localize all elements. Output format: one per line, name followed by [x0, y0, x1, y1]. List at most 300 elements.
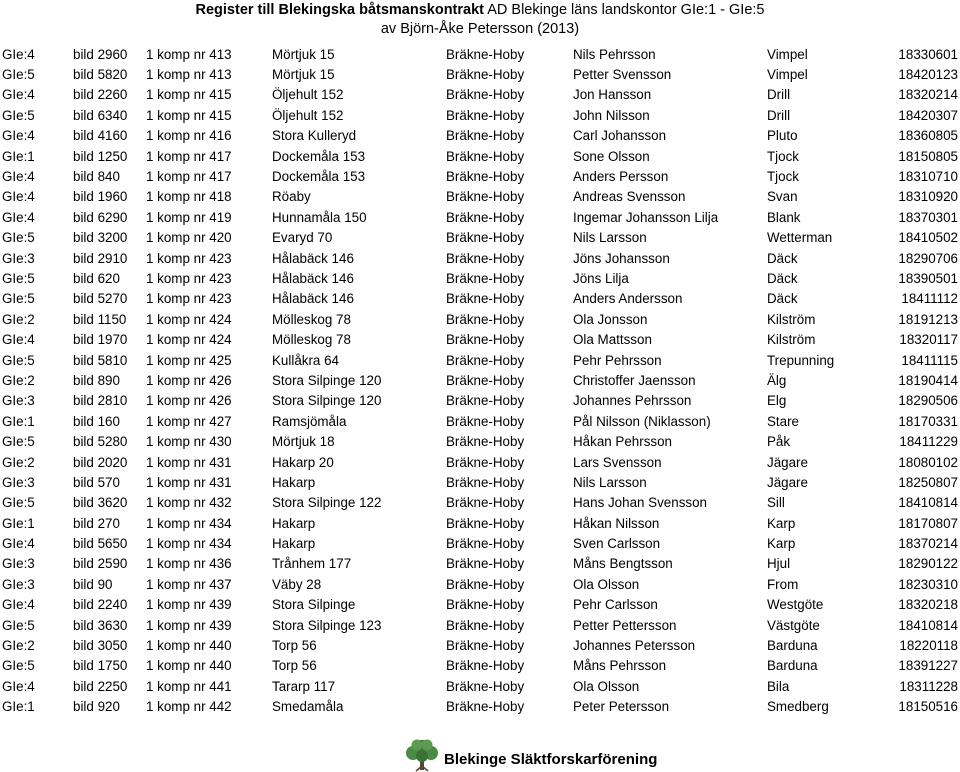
cell-parish: Bräkne-Hoby — [446, 107, 525, 123]
cell-sailor-surname: Hjul — [767, 556, 791, 572]
table-row — [0, 166, 960, 186]
cell-sailor-surname: Karp — [767, 536, 796, 552]
table-row — [0, 554, 960, 574]
cell-image: bild 270 — [73, 515, 120, 531]
cell-homestead: Mörtjuk 15 — [272, 67, 335, 83]
cell-homestead: Evaryd 70 — [272, 230, 333, 246]
cell-parish: Bräkne-Hoby — [446, 536, 525, 552]
table-row — [0, 126, 960, 146]
org-name: Blekinge Släktforskarförening — [444, 750, 658, 768]
cell-homestead: Torp 56 — [272, 658, 317, 674]
cell-parish: Bräkne-Hoby — [446, 617, 525, 633]
cell-sailor-name: Petter Pettersson — [573, 617, 677, 633]
cell-sailor-surname: Däck — [767, 250, 798, 266]
cell-homestead: Stora Silpinge 123 — [272, 617, 382, 633]
cell-sailor-name: Nils Larsson — [573, 474, 647, 490]
page-title — [0, 0, 960, 20]
cell-company: 1 komp nr 426 — [146, 372, 232, 388]
cell-archive: GIe:1 — [2, 148, 35, 164]
cell-image: bild 2960 — [73, 46, 128, 62]
cell-parish: Bräkne-Hoby — [446, 495, 525, 511]
cell-parish: Bräkne-Hoby — [446, 291, 525, 307]
cell-sailor-name: Lars Svensson — [573, 454, 662, 470]
cell-sailor-surname: Blank — [767, 209, 801, 225]
cell-archive: GIe:5 — [2, 434, 35, 450]
cell-parish: Bräkne-Hoby — [446, 169, 525, 185]
cell-company: 1 komp nr 441 — [146, 678, 232, 694]
cell-date: 18320117 — [899, 332, 958, 348]
cell-company: 1 komp nr 417 — [146, 148, 232, 164]
cell-archive: GIe:4 — [2, 87, 35, 103]
cell-sailor-name: Petter Svensson — [573, 67, 672, 83]
cell-date: 18320214 — [898, 87, 958, 103]
table-row — [0, 228, 960, 248]
cell-homestead: Stora Silpinge 120 — [272, 393, 382, 409]
cell-homestead: Tararp 117 — [272, 678, 336, 694]
cell-homestead: Öljehult 152 — [272, 107, 344, 123]
cell-date: 18370301 — [898, 209, 958, 225]
cell-image: bild 570 — [73, 474, 120, 490]
cell-sailor-surname: Älg — [767, 372, 787, 388]
cell-date: 18190414 — [898, 372, 958, 388]
cell-sailor-name: Pehr Pehrsson — [573, 352, 662, 368]
cell-date: 18410502 — [898, 230, 958, 246]
cell-parish: Bräkne-Hoby — [446, 230, 525, 246]
cell-sailor-name: Ola Olsson — [573, 576, 640, 592]
cell-homestead: Mörtjuk 18 — [272, 434, 335, 450]
cell-homestead: Mölleskog 78 — [272, 332, 351, 348]
cell-image: bild 5650 — [73, 536, 128, 552]
table-row — [0, 146, 960, 166]
cell-sailor-name: Sven Carlsson — [573, 536, 661, 552]
cell-date: 18410814 — [898, 617, 958, 633]
table-row — [0, 64, 960, 84]
cell-archive: GIe:1 — [2, 699, 35, 715]
cell-parish: Bräkne-Hoby — [446, 454, 525, 470]
cell-sailor-surname: Däck — [767, 291, 798, 307]
cell-image: bild 6340 — [73, 107, 128, 123]
cell-sailor-surname: Smedberg — [767, 699, 829, 715]
cell-parish: Bräkne-Hoby — [446, 270, 525, 286]
cell-image: bild 920 — [73, 699, 120, 715]
cell-date: 18411115 — [901, 352, 958, 368]
cell-sailor-surname: Vimpel — [767, 67, 808, 83]
cell-sailor-name: Anders Persson — [573, 169, 669, 185]
cell-company: 1 komp nr 423 — [146, 250, 232, 266]
cell-sailor-surname: Kilström — [767, 311, 816, 327]
cell-parish: Bräkne-Hoby — [446, 209, 525, 225]
table-row — [0, 493, 960, 513]
cell-sailor-surname: Vimpel — [767, 46, 808, 62]
table-row — [0, 248, 960, 268]
cell-sailor-surname: Kilström — [767, 332, 816, 348]
cell-image: bild 1960 — [73, 189, 128, 205]
cell-sailor-surname: Barduna — [767, 638, 818, 654]
cell-homestead: Trånhem 177 — [272, 556, 352, 572]
cell-date: 18310920 — [898, 189, 958, 205]
cell-date: 18311228 — [899, 678, 958, 694]
cell-homestead: Hålabäck 146 — [272, 291, 354, 307]
cell-date: 18310710 — [898, 169, 958, 185]
cell-sailor-surname: Drill — [767, 107, 791, 123]
cell-date: 18410814 — [898, 495, 958, 511]
cell-sailor-surname: Svan — [767, 189, 798, 205]
cell-parish: Bräkne-Hoby — [446, 474, 525, 490]
cell-date: 18150516 — [898, 699, 958, 715]
cell-date: 18290506 — [898, 393, 958, 409]
cell-date: 18411112 — [901, 291, 958, 307]
table-row — [0, 350, 960, 370]
cell-image: bild 5820 — [73, 67, 128, 83]
cell-image: bild 2240 — [73, 597, 128, 613]
table-row — [0, 289, 960, 309]
cell-company: 1 komp nr 440 — [146, 638, 232, 654]
cell-sailor-surname: Sill — [767, 495, 785, 511]
table-row — [0, 391, 960, 411]
table-row — [0, 452, 960, 472]
cell-company: 1 komp nr 440 — [146, 658, 232, 674]
cell-archive: GIe:3 — [2, 393, 35, 409]
cell-archive: GIe:5 — [2, 495, 35, 511]
cell-sailor-name: Nils Pehrsson — [573, 46, 656, 62]
cell-company: 1 komp nr 426 — [146, 393, 232, 409]
cell-image: bild 2260 — [73, 87, 128, 103]
cell-company: 1 komp nr 418 — [146, 189, 232, 205]
cell-sailor-name: Johannes Petersson — [573, 638, 696, 654]
cell-parish: Bräkne-Hoby — [446, 638, 525, 654]
cell-sailor-surname: Västgöte — [767, 617, 820, 633]
cell-sailor-surname: Karp — [767, 515, 796, 531]
cell-image: bild 90 — [73, 576, 113, 592]
cell-date: 18420307 — [898, 107, 958, 123]
cell-image: bild 1750 — [73, 658, 128, 674]
cell-sailor-name: Pål Nilsson (Niklasson) — [573, 413, 711, 429]
cell-company: 1 komp nr 424 — [146, 332, 232, 348]
footer — [404, 738, 657, 772]
cell-image: bild 2590 — [73, 556, 128, 572]
cell-company: 1 komp nr 442 — [146, 699, 232, 715]
cell-company: 1 komp nr 413 — [146, 46, 232, 62]
cell-company: 1 komp nr 424 — [146, 311, 232, 327]
cell-parish: Bräkne-Hoby — [446, 576, 525, 592]
cell-archive: GIe:3 — [2, 474, 35, 490]
cell-sailor-name: Jöns Lilja — [573, 270, 629, 286]
cell-image: bild 160 — [73, 413, 120, 429]
cell-image: bild 3630 — [73, 617, 128, 633]
cell-sailor-surname: Trepunning — [767, 352, 835, 368]
cell-homestead: Smedamåla — [272, 699, 344, 715]
cell-image: bild 1150 — [73, 311, 127, 327]
cell-image: bild 1250 — [73, 148, 128, 164]
cell-image: bild 2810 — [73, 393, 128, 409]
cell-date: 18250807 — [898, 474, 958, 490]
table-row — [0, 268, 960, 288]
table-row — [0, 472, 960, 492]
cell-archive: GIe:4 — [2, 678, 35, 694]
cell-parish: Bräkne-Hoby — [446, 87, 525, 103]
cell-parish: Bräkne-Hoby — [446, 67, 525, 83]
table-row — [0, 533, 960, 553]
cell-company: 1 komp nr 423 — [146, 270, 232, 286]
cell-parish: Bräkne-Hoby — [446, 699, 525, 715]
cell-company: 1 komp nr 420 — [146, 230, 232, 246]
cell-image: bild 6290 — [73, 209, 128, 225]
cell-parish: Bräkne-Hoby — [446, 189, 525, 205]
cell-homestead: Stora Kulleryd — [272, 128, 357, 144]
cell-archive: GIe:4 — [2, 536, 35, 552]
cell-sailor-surname: Jägare — [767, 454, 808, 470]
table-row — [0, 513, 960, 533]
cell-company: 1 komp nr 415 — [146, 87, 232, 103]
cell-company: 1 komp nr 439 — [146, 597, 232, 613]
table-row — [0, 697, 960, 717]
cell-sailor-name: Ola Mattsson — [573, 332, 652, 348]
tree-logo-icon — [404, 738, 440, 772]
cell-homestead: Dockemåla 153 — [272, 169, 366, 185]
cell-archive: GIe:5 — [2, 352, 35, 368]
cell-archive: GIe:5 — [2, 291, 35, 307]
cell-sailor-name: Håkan Pehrsson — [573, 434, 672, 450]
cell-homestead: Torp 56 — [272, 638, 317, 654]
cell-date: 18391227 — [898, 658, 958, 674]
cell-sailor-name: Måns Bengtsson — [573, 556, 673, 572]
cell-homestead: Väby 28 — [272, 576, 322, 592]
cell-parish: Bräkne-Hoby — [446, 148, 525, 164]
cell-company: 1 komp nr 434 — [146, 515, 232, 531]
cell-sailor-name: Jon Hansson — [573, 87, 652, 103]
cell-homestead: Mörtjuk 15 — [272, 46, 335, 62]
cell-parish: Bräkne-Hoby — [446, 46, 525, 62]
cell-archive: GIe:2 — [2, 311, 35, 327]
cell-archive: GIe:5 — [2, 230, 35, 246]
table-row — [0, 635, 960, 655]
cell-sailor-name: Andreas Svensson — [573, 189, 686, 205]
cell-image: bild 2020 — [73, 454, 128, 470]
cell-archive: GIe:5 — [2, 67, 35, 83]
cell-company: 1 komp nr 439 — [146, 617, 232, 633]
cell-homestead: Stora Silpinge — [272, 597, 356, 613]
cell-image: bild 890 — [73, 372, 120, 388]
cell-archive: GIe:3 — [2, 576, 35, 592]
table-row — [0, 187, 960, 207]
cell-parish: Bräkne-Hoby — [446, 311, 525, 327]
cell-parish: Bräkne-Hoby — [446, 128, 525, 144]
cell-date: 18170807 — [898, 515, 958, 531]
cell-archive: GIe:4 — [2, 332, 35, 348]
cell-date: 18150805 — [898, 148, 958, 164]
cell-company: 1 komp nr 425 — [146, 352, 232, 368]
cell-company: 1 komp nr 430 — [146, 434, 232, 450]
cell-company: 1 komp nr 437 — [146, 576, 232, 592]
cell-sailor-surname: Jägare — [767, 474, 808, 490]
cell-date: 18191213 — [898, 311, 958, 327]
table-row — [0, 370, 960, 390]
cell-sailor-surname: Påk — [767, 434, 791, 450]
table-row — [0, 615, 960, 635]
cell-archive: GIe:2 — [2, 454, 35, 470]
cell-company: 1 komp nr 416 — [146, 128, 232, 144]
cell-parish: Bräkne-Hoby — [446, 434, 525, 450]
table-row — [0, 105, 960, 125]
cell-sailor-surname: Bila — [767, 678, 790, 694]
cell-archive: GIe:4 — [2, 189, 35, 205]
cell-sailor-surname: Westgöte — [767, 597, 824, 613]
cell-image: bild 4160 — [73, 128, 128, 144]
cell-archive: GIe:4 — [2, 597, 35, 613]
cell-image: bild 3050 — [73, 638, 128, 654]
cell-archive: GIe:4 — [2, 169, 35, 185]
cell-date: 18420123 — [898, 67, 958, 83]
title-bold: Register till Blekingska båtsmanskontrakt — [195, 2, 484, 18]
cell-parish: Bräkne-Hoby — [446, 658, 525, 674]
cell-homestead: Hunnamåla 150 — [272, 209, 367, 225]
cell-date: 18411229 — [899, 434, 958, 450]
cell-archive: GIe:5 — [2, 107, 35, 123]
cell-image: bild 3200 — [73, 230, 128, 246]
cell-parish: Bräkne-Hoby — [446, 556, 525, 572]
cell-date: 18370214 — [898, 536, 958, 552]
cell-homestead: Röaby — [272, 189, 311, 205]
cell-parish: Bräkne-Hoby — [446, 678, 525, 694]
cell-sailor-name: Anders Andersson — [573, 291, 683, 307]
cell-company: 1 komp nr 427 — [146, 413, 232, 429]
cell-homestead: Hålabäck 146 — [272, 250, 354, 266]
cell-sailor-name: Jöns Johansson — [573, 250, 670, 266]
table-row — [0, 676, 960, 696]
cell-image: bild 5280 — [73, 434, 128, 450]
cell-sailor-name: John Nilsson — [573, 107, 650, 123]
cell-sailor-name: Hans Johan Svensson — [573, 495, 707, 511]
cell-homestead: Stora Silpinge 120 — [272, 372, 382, 388]
cell-image: bild 5810 — [73, 352, 128, 368]
cell-archive: GIe:3 — [2, 556, 35, 572]
cell-homestead: Hakarp — [272, 536, 316, 552]
cell-sailor-surname: Tjock — [767, 148, 799, 164]
table-row — [0, 44, 960, 64]
cell-parish: Bräkne-Hoby — [446, 372, 525, 388]
cell-homestead: Stora Silpinge 122 — [272, 495, 382, 511]
cell-homestead: Kullåkra 64 — [272, 352, 339, 368]
cell-archive: GIe:2 — [2, 372, 35, 388]
cell-sailor-name: Sone Olsson — [573, 148, 650, 164]
table-row — [0, 309, 960, 329]
cell-sailor-name: Carl Johansson — [573, 128, 667, 144]
cell-sailor-surname: Barduna — [767, 658, 818, 674]
cell-sailor-name: Christoffer Jaensson — [573, 372, 696, 388]
register-table — [0, 44, 960, 717]
cell-company: 1 komp nr 417 — [146, 169, 232, 185]
cell-archive: GIe:3 — [2, 250, 35, 266]
cell-parish: Bräkne-Hoby — [446, 250, 525, 266]
cell-archive: GIe:2 — [2, 638, 35, 654]
cell-homestead: Hakarp — [272, 515, 316, 531]
cell-homestead: Mölleskog 78 — [272, 311, 351, 327]
cell-image: bild 3620 — [73, 495, 128, 511]
table-row — [0, 329, 960, 349]
table-row — [0, 656, 960, 676]
table-row — [0, 411, 960, 431]
cell-sailor-surname: Pluto — [767, 128, 798, 144]
cell-archive: GIe:4 — [2, 128, 35, 144]
cell-company: 1 komp nr 434 — [146, 536, 232, 552]
cell-sailor-name: Ola Olsson — [573, 678, 640, 694]
cell-archive: GIe:5 — [2, 617, 35, 633]
page-subtitle: av Björn-Åke Petersson (2013) — [380, 21, 580, 37]
cell-archive: GIe:4 — [2, 209, 35, 225]
cell-company: 1 komp nr 432 — [146, 495, 232, 511]
cell-sailor-name: Pehr Carlsson — [573, 597, 658, 613]
cell-sailor-surname: Elg — [767, 393, 787, 409]
cell-sailor-name: Måns Pehrsson — [573, 658, 667, 674]
cell-company: 1 komp nr 413 — [146, 67, 232, 83]
cell-date: 18170331 — [898, 413, 958, 429]
table-row — [0, 207, 960, 227]
cell-company: 1 komp nr 431 — [146, 454, 232, 470]
cell-homestead: Ramsjömåla — [272, 413, 347, 429]
cell-homestead: Hålabäck 146 — [272, 270, 354, 286]
table-row — [0, 431, 960, 451]
cell-sailor-name: Håkan Nilsson — [573, 515, 660, 531]
cell-image: bild 840 — [73, 169, 120, 185]
cell-sailor-surname: Drill — [767, 87, 791, 103]
table-row — [0, 595, 960, 615]
cell-image: bild 5270 — [73, 291, 128, 307]
cell-sailor-surname: Däck — [767, 270, 798, 286]
cell-company: 1 komp nr 423 — [146, 291, 232, 307]
cell-parish: Bräkne-Hoby — [446, 597, 525, 613]
cell-sailor-name: Nils Larsson — [573, 230, 647, 246]
cell-image: bild 2910 — [73, 250, 128, 266]
cell-sailor-surname: Wetterman — [767, 230, 833, 246]
cell-sailor-name: Peter Petersson — [573, 699, 670, 715]
cell-sailor-name: Ingemar Johansson Lilja — [573, 209, 719, 225]
cell-homestead: Dockemåla 153 — [272, 148, 366, 164]
cell-sailor-name: Johannes Pehrsson — [573, 393, 692, 409]
cell-date: 18390501 — [898, 270, 958, 286]
title-rest: AD Blekinge läns landskontor GIe:1 - GIe:5 — [487, 2, 765, 18]
cell-company: 1 komp nr 431 — [146, 474, 232, 490]
cell-date: 18320218 — [898, 597, 958, 613]
cell-date: 18290122 — [898, 556, 958, 572]
cell-homestead: Hakarp 20 — [272, 454, 334, 470]
cell-parish: Bräkne-Hoby — [446, 413, 525, 429]
cell-image: bild 620 — [73, 270, 120, 286]
cell-archive: GIe:5 — [2, 658, 35, 674]
cell-date: 18290706 — [898, 250, 958, 266]
cell-date: 18230310 — [898, 576, 958, 592]
cell-sailor-surname: Tjock — [767, 169, 799, 185]
cell-archive: GIe:1 — [2, 413, 35, 429]
cell-image: bild 1970 — [73, 332, 128, 348]
cell-archive: GIe:4 — [2, 46, 35, 62]
cell-sailor-name: Ola Jonsson — [573, 311, 648, 327]
cell-archive: GIe:5 — [2, 270, 35, 286]
cell-company: 1 komp nr 436 — [146, 556, 232, 572]
cell-date: 18330601 — [898, 46, 958, 62]
cell-homestead: Öljehult 152 — [272, 87, 344, 103]
cell-sailor-surname: Stare — [767, 413, 800, 429]
cell-parish: Bräkne-Hoby — [446, 352, 525, 368]
cell-parish: Bräkne-Hoby — [446, 515, 525, 531]
cell-image: bild 2250 — [73, 678, 128, 694]
cell-date: 18080102 — [898, 454, 958, 470]
cell-sailor-surname: From — [767, 576, 799, 592]
cell-company: 1 komp nr 419 — [146, 209, 232, 225]
cell-archive: GIe:1 — [2, 515, 35, 531]
register-rows — [0, 44, 960, 717]
table-row — [0, 85, 960, 105]
cell-date: 18360805 — [898, 128, 958, 144]
